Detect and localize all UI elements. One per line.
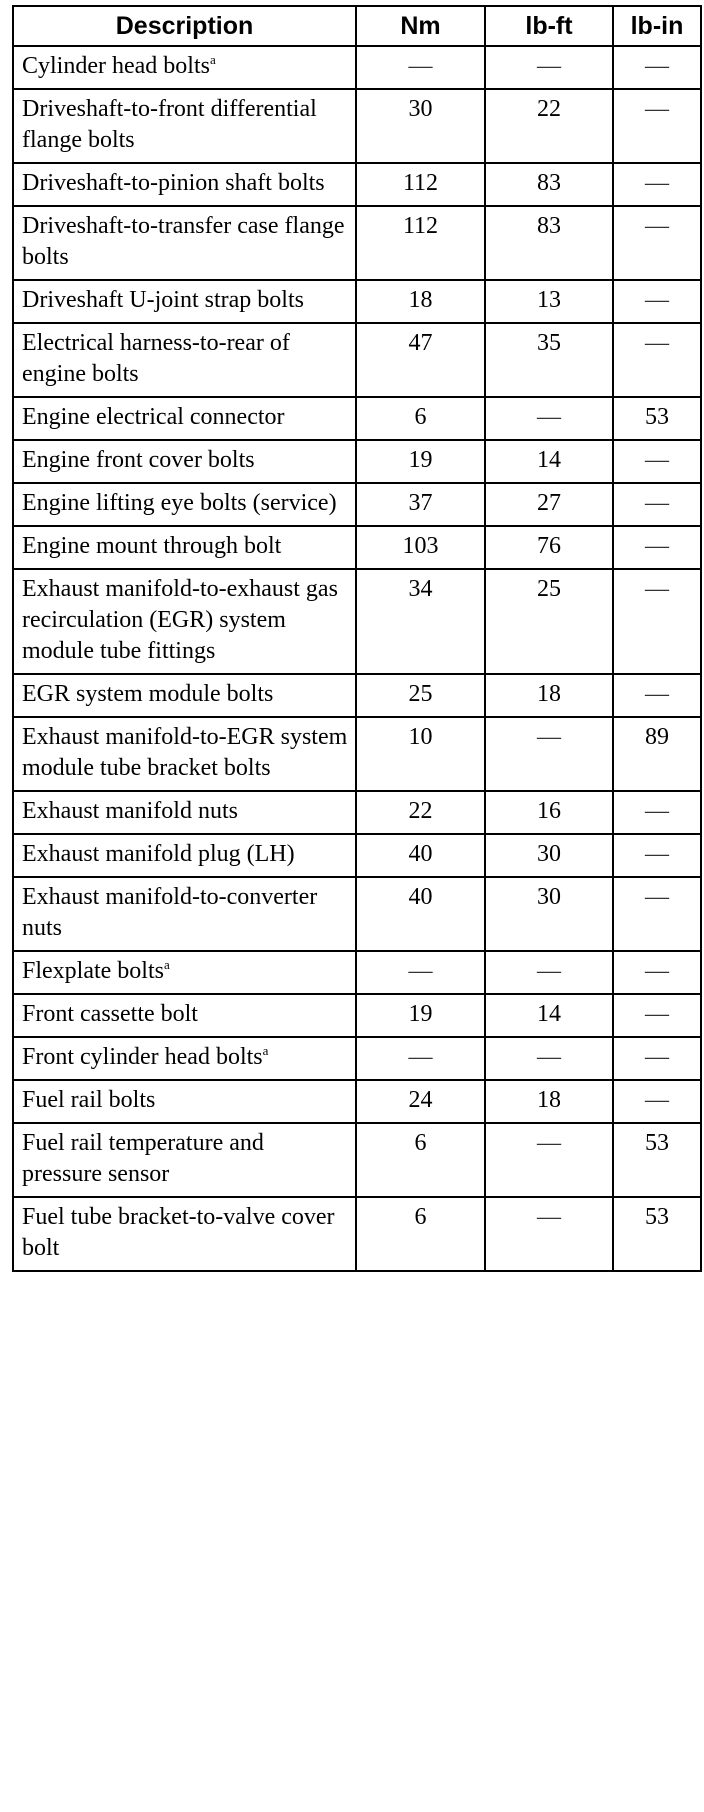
lb-ft-value-cell: — bbox=[485, 951, 613, 994]
lb-ft-value-cell: — bbox=[485, 46, 613, 89]
description-cell bbox=[13, 791, 356, 834]
nm-value-cell: 25 bbox=[356, 674, 485, 717]
lb-in-value-cell: — bbox=[613, 951, 701, 994]
description-text: Engine lifting eye bolts (service) bbox=[22, 490, 337, 516]
nm-value-cell: 6 bbox=[356, 397, 485, 440]
nm-value-cell: 24 bbox=[356, 1080, 485, 1123]
description-cell bbox=[13, 46, 356, 89]
table-row bbox=[13, 89, 701, 163]
table-row bbox=[13, 834, 701, 877]
description-cell bbox=[13, 674, 356, 717]
lb-in-value-cell: — bbox=[613, 674, 701, 717]
nm-value-cell: 103 bbox=[356, 526, 485, 569]
nm-value-cell: — bbox=[356, 951, 485, 994]
description-text: Engine mount through bolt bbox=[22, 533, 282, 559]
lb-ft-value-cell: 83 bbox=[485, 163, 613, 206]
nm-value-cell: 40 bbox=[356, 877, 485, 951]
header-lb-ft: lb-ft bbox=[485, 6, 613, 46]
nm-value-cell: 6 bbox=[356, 1123, 485, 1197]
table-row bbox=[13, 674, 701, 717]
lb-in-value-cell: — bbox=[613, 791, 701, 834]
description-cell bbox=[13, 877, 356, 951]
description-text: Exhaust manifold plug (LH) bbox=[22, 841, 295, 867]
description-cell bbox=[13, 280, 356, 323]
description-cell bbox=[13, 951, 356, 994]
description-text: Cylinder head bolts bbox=[22, 53, 210, 79]
nm-value-cell: 112 bbox=[356, 163, 485, 206]
table-row bbox=[13, 483, 701, 526]
description-text: Electrical harness-to-rear of engine bolts bbox=[22, 330, 290, 387]
description-cell bbox=[13, 483, 356, 526]
lb-in-value-cell: 53 bbox=[613, 397, 701, 440]
header-lb-in: lb-in bbox=[613, 6, 701, 46]
description-cell bbox=[13, 206, 356, 280]
lb-ft-value-cell: 14 bbox=[485, 994, 613, 1037]
lb-ft-value-cell: — bbox=[485, 1037, 613, 1080]
nm-value-cell: 47 bbox=[356, 323, 485, 397]
description-cell bbox=[13, 1123, 356, 1197]
table-row bbox=[13, 1197, 701, 1271]
nm-value-cell: 22 bbox=[356, 791, 485, 834]
nm-value-cell: 37 bbox=[356, 483, 485, 526]
nm-value-cell: 40 bbox=[356, 834, 485, 877]
footnote-marker: a bbox=[163, 957, 170, 972]
table-row bbox=[13, 569, 701, 674]
description-cell bbox=[13, 569, 356, 674]
footnote-marker: a bbox=[262, 1043, 269, 1058]
table-row bbox=[13, 1123, 701, 1197]
nm-value-cell: 112 bbox=[356, 206, 485, 280]
lb-in-value-cell: 53 bbox=[613, 1123, 701, 1197]
lb-in-value-cell: — bbox=[613, 526, 701, 569]
lb-in-value-cell: 53 bbox=[613, 1197, 701, 1271]
lb-in-value-cell: — bbox=[613, 46, 701, 89]
table-row bbox=[13, 397, 701, 440]
description-text: Driveshaft U-joint strap bolts bbox=[22, 287, 304, 313]
lb-in-value-cell: — bbox=[613, 877, 701, 951]
lb-in-value-cell: — bbox=[613, 206, 701, 280]
nm-value-cell: 18 bbox=[356, 280, 485, 323]
table-row bbox=[13, 323, 701, 397]
table-row bbox=[13, 440, 701, 483]
description-cell bbox=[13, 1197, 356, 1271]
table-row bbox=[13, 206, 701, 280]
nm-value-cell: 30 bbox=[356, 89, 485, 163]
nm-value-cell: 19 bbox=[356, 440, 485, 483]
lb-in-value-cell: — bbox=[613, 440, 701, 483]
table-row bbox=[13, 163, 701, 206]
table-row bbox=[13, 994, 701, 1037]
table-row bbox=[13, 877, 701, 951]
nm-value-cell: — bbox=[356, 1037, 485, 1080]
nm-value-cell: 34 bbox=[356, 569, 485, 674]
lb-in-value-cell: — bbox=[613, 994, 701, 1037]
description-text: Driveshaft-to-pinion shaft bolts bbox=[22, 170, 325, 196]
description-cell bbox=[13, 163, 356, 206]
description-cell bbox=[13, 717, 356, 791]
lb-ft-value-cell: — bbox=[485, 1197, 613, 1271]
table-row bbox=[13, 1037, 701, 1080]
lb-in-value-cell: — bbox=[613, 89, 701, 163]
lb-in-value-cell: — bbox=[613, 163, 701, 206]
lb-ft-value-cell: 13 bbox=[485, 280, 613, 323]
description-text: Exhaust manifold-to-EGR system module tube bracket bolts bbox=[22, 724, 348, 781]
description-cell bbox=[13, 994, 356, 1037]
description-text: Front cylinder head bolts bbox=[22, 1044, 263, 1070]
lb-in-value-cell: — bbox=[613, 1080, 701, 1123]
header-row bbox=[13, 6, 701, 46]
description-text: Fuel rail bolts bbox=[22, 1087, 156, 1113]
description-text: Driveshaft-to-front differential flange bolts bbox=[22, 96, 317, 153]
table-row bbox=[13, 280, 701, 323]
lb-ft-value-cell: 18 bbox=[485, 674, 613, 717]
description-text: Front cassette bolt bbox=[22, 1001, 198, 1027]
nm-value-cell: 6 bbox=[356, 1197, 485, 1271]
nm-value-cell: 19 bbox=[356, 994, 485, 1037]
lb-ft-value-cell: — bbox=[485, 397, 613, 440]
lb-ft-value-cell: 83 bbox=[485, 206, 613, 280]
lb-in-value-cell: 89 bbox=[613, 717, 701, 791]
lb-ft-value-cell: 25 bbox=[485, 569, 613, 674]
description-text: Exhaust manifold-to-converter nuts bbox=[22, 884, 318, 941]
lb-in-value-cell: — bbox=[613, 834, 701, 877]
description-cell bbox=[13, 323, 356, 397]
lb-in-value-cell: — bbox=[613, 483, 701, 526]
description-cell bbox=[13, 440, 356, 483]
lb-ft-value-cell: 14 bbox=[485, 440, 613, 483]
description-cell bbox=[13, 89, 356, 163]
header-description: Description bbox=[13, 6, 356, 46]
table-row bbox=[13, 526, 701, 569]
nm-value-cell: — bbox=[356, 46, 485, 89]
lb-in-value-cell: — bbox=[613, 323, 701, 397]
table-row bbox=[13, 717, 701, 791]
lb-in-value-cell: — bbox=[613, 569, 701, 674]
lb-ft-value-cell: 35 bbox=[485, 323, 613, 397]
description-text: Flexplate bolts bbox=[22, 958, 164, 984]
description-cell bbox=[13, 397, 356, 440]
table-row bbox=[13, 1080, 701, 1123]
lb-ft-value-cell: 27 bbox=[485, 483, 613, 526]
description-text: Engine electrical connector bbox=[22, 404, 285, 430]
description-text: Engine front cover bolts bbox=[22, 447, 255, 473]
lb-ft-value-cell: — bbox=[485, 1123, 613, 1197]
lb-in-value-cell: — bbox=[613, 280, 701, 323]
description-text: Exhaust manifold-to-exhaust gas recirculation (EGR) system module tube fittings bbox=[22, 576, 338, 664]
description-text: Fuel tube bracket-to-valve cover bolt bbox=[22, 1204, 335, 1261]
lb-ft-value-cell: — bbox=[485, 717, 613, 791]
lb-ft-value-cell: 18 bbox=[485, 1080, 613, 1123]
footnote-marker: a bbox=[209, 52, 216, 67]
lb-ft-value-cell: 30 bbox=[485, 877, 613, 951]
table-row bbox=[13, 791, 701, 834]
description-cell bbox=[13, 1080, 356, 1123]
lb-ft-value-cell: 22 bbox=[485, 89, 613, 163]
description-text: Driveshaft-to-transfer case flange bolts bbox=[22, 213, 345, 270]
description-cell bbox=[13, 1037, 356, 1080]
lb-ft-value-cell: 30 bbox=[485, 834, 613, 877]
description-text: EGR system module bolts bbox=[22, 681, 274, 707]
table-row bbox=[13, 951, 701, 994]
lb-in-value-cell: — bbox=[613, 1037, 701, 1080]
lb-ft-value-cell: 76 bbox=[485, 526, 613, 569]
description-cell bbox=[13, 526, 356, 569]
nm-value-cell: 10 bbox=[356, 717, 485, 791]
lb-ft-value-cell: 16 bbox=[485, 791, 613, 834]
table-row bbox=[13, 46, 701, 89]
torque-spec-table bbox=[12, 5, 702, 1272]
description-text: Exhaust manifold nuts bbox=[22, 798, 238, 824]
description-cell bbox=[13, 834, 356, 877]
header-nm: Nm bbox=[356, 6, 485, 46]
description-text: Fuel rail temperature and pressure sensor bbox=[22, 1130, 264, 1187]
